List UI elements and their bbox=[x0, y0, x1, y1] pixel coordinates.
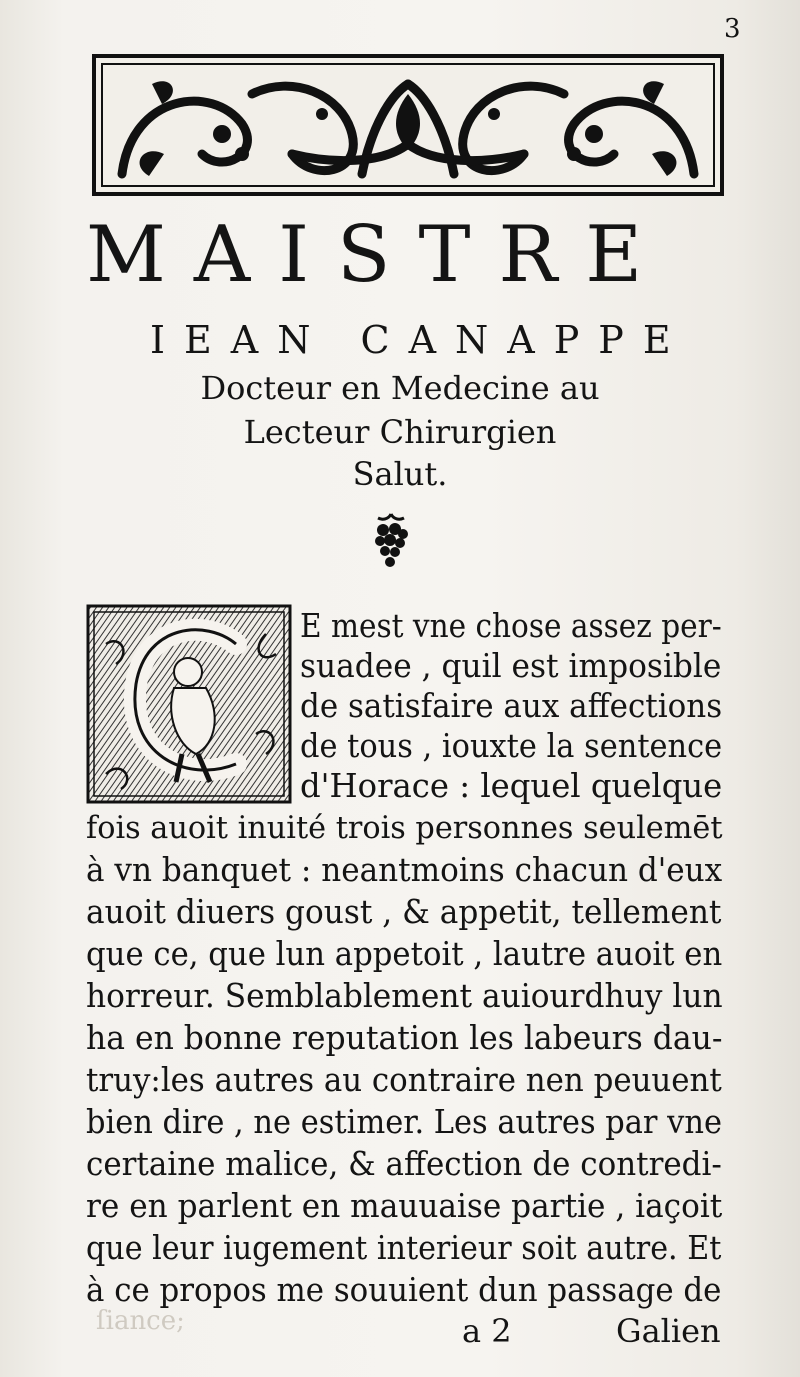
subtitle-line-2: Lecteur Chirurgien bbox=[243, 413, 557, 451]
text-line: de tous , iouxte la sentence bbox=[300, 727, 723, 765]
text-line: de satisfaire aux affections bbox=[300, 687, 723, 725]
text-line: certaine malice, & affection de contredi- bbox=[86, 1145, 722, 1183]
text-line: E mest vne chose assez per- bbox=[300, 607, 722, 645]
signature-mark: a 2 bbox=[462, 1312, 512, 1350]
text-line: re en parlent en mauuaise partie , iaçoit bbox=[86, 1187, 723, 1225]
text-line: horreur. Semblablement auiourdhuy lun bbox=[86, 977, 723, 1015]
grape-fleuron-icon bbox=[368, 512, 414, 568]
text-line: ha en bonne reputation les labeurs dau- bbox=[86, 1019, 723, 1057]
text-line: bien dire , ne estimer. Les autres par vne bbox=[86, 1103, 722, 1141]
text-line: truy:les autres au contraire nen peuuent bbox=[86, 1061, 722, 1099]
subtitle-line-3: Salut. bbox=[352, 455, 448, 493]
author-name: IEAN CANAPPE bbox=[150, 318, 690, 362]
floral-headpiece-icon bbox=[92, 54, 724, 196]
text-line: d'Horace : lequel quelque bbox=[300, 767, 723, 805]
text-line: fois auoit inuité trois personnes seulemēt bbox=[86, 810, 723, 846]
woodcut-initial-c-icon bbox=[86, 604, 292, 804]
catchword: Galien bbox=[616, 1312, 721, 1350]
text-line: que leur iugement interieur soit autre. Et bbox=[86, 1229, 722, 1267]
text-line: suadee , quil est imposible bbox=[300, 647, 722, 685]
page-number: 3 bbox=[724, 14, 741, 44]
text-line: que ce, que lun appetoit , lautre auoit en bbox=[86, 935, 723, 973]
text-line: à vn banquet : neantmoins chacun d'eux bbox=[86, 851, 723, 889]
page-title: MAISTRE bbox=[86, 210, 671, 300]
text-line: à ce propos me souuient dun passage de bbox=[86, 1271, 722, 1309]
subtitle-line-1: Docteur en Medecine au bbox=[200, 369, 600, 407]
bleed-through-text: ſiance; bbox=[96, 1306, 185, 1336]
text-line: auoit diuers goust , & appetit, tellement bbox=[86, 893, 722, 931]
